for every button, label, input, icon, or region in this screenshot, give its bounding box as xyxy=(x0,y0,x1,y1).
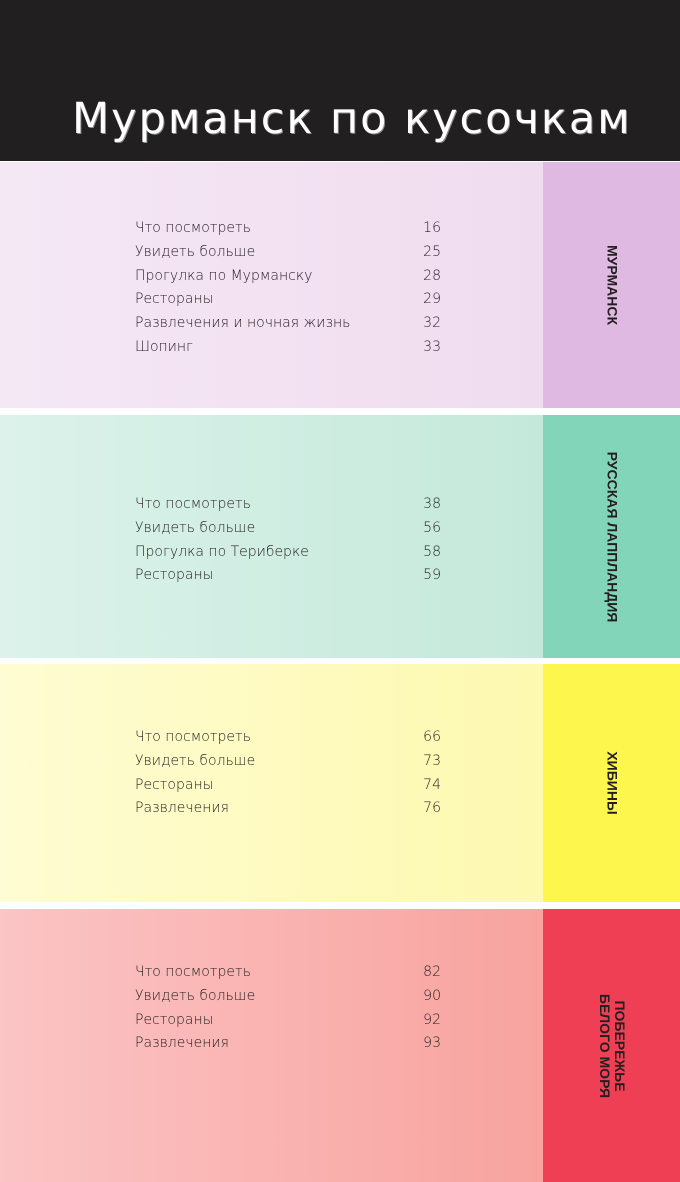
section-body xyxy=(0,415,543,658)
toc-entry[interactable] xyxy=(135,493,441,517)
toc-entry-page: 28 xyxy=(423,267,441,284)
toc-entry-label: Рестораны xyxy=(135,291,214,308)
toc-entry-label: Прогулка по Мурманску xyxy=(135,267,313,284)
toc-entry[interactable] xyxy=(135,797,441,821)
toc-entry[interactable] xyxy=(135,985,441,1009)
section-tab-label: ПОБЕРЕЖЬЕ БЕЛОГО МОРЯ xyxy=(596,993,628,1098)
toc-entry[interactable] xyxy=(135,774,441,798)
page-header xyxy=(0,0,680,161)
toc-entry[interactable] xyxy=(135,564,441,588)
section-body xyxy=(0,162,543,408)
section-tab-white-sea[interactable] xyxy=(543,909,680,1182)
toc-entry-page: 56 xyxy=(423,519,441,536)
section-body xyxy=(0,909,543,1182)
toc-entry-label: Что посмотреть xyxy=(135,729,251,745)
toc-entry-label: Развлечения и ночная жизнь xyxy=(135,315,351,332)
toc-entry-label: Рестораны xyxy=(135,567,214,584)
toc-entry-label: Что посмотреть xyxy=(135,496,251,512)
toc-entry-label: Увидеть больше xyxy=(135,752,256,769)
toc-entry-label: Прогулка по Териберке xyxy=(135,543,309,560)
toc-entry[interactable] xyxy=(135,1009,441,1033)
toc-entry[interactable] xyxy=(135,961,441,985)
section-tab-khibiny[interactable] xyxy=(543,664,680,902)
toc-entry-page: 59 xyxy=(423,567,441,584)
toc-entry[interactable] xyxy=(135,517,441,541)
section-murmansk xyxy=(0,162,680,408)
toc-list xyxy=(135,726,441,821)
section-tab-lapland[interactable] xyxy=(543,415,680,658)
toc-list xyxy=(135,493,441,588)
section-tab-label: ХИБИНЫ xyxy=(604,751,620,815)
toc-entry-page: 58 xyxy=(423,543,441,560)
section-tab-label: МУРМАНСК xyxy=(604,244,620,326)
section-tab-label: РУССКАЯ ЛАППЛАНДИЯ xyxy=(604,451,620,622)
page-title: Мурманск по кусочкам xyxy=(72,94,632,144)
toc-entry-page: 25 xyxy=(423,243,441,260)
toc-entry-page: 73 xyxy=(423,752,441,769)
section-white-sea xyxy=(0,909,680,1182)
toc-entry[interactable] xyxy=(135,217,441,241)
toc-entry-page: 93 xyxy=(423,1035,441,1052)
toc-entry-label: Что посмотреть xyxy=(135,964,251,980)
toc-entry-label: Увидеть больше xyxy=(135,243,256,260)
toc-entry-label: Увидеть больше xyxy=(135,519,256,536)
toc-entry-page: 82 xyxy=(423,964,441,980)
toc-entry-page: 76 xyxy=(423,800,441,817)
toc-entry-page: 33 xyxy=(423,338,441,355)
toc-entry-page: 66 xyxy=(423,729,441,745)
toc-entry[interactable] xyxy=(135,288,441,312)
toc-entry-page: 32 xyxy=(423,315,441,332)
section-khibiny xyxy=(0,664,680,902)
toc-entry-page: 74 xyxy=(423,776,441,793)
toc-entry-label: Развлечения xyxy=(135,1035,229,1052)
toc-entry[interactable] xyxy=(135,726,441,750)
toc-list xyxy=(135,961,441,1056)
toc-entry-page: 29 xyxy=(423,291,441,308)
toc-entry[interactable] xyxy=(135,1032,441,1056)
toc-entry-label: Увидеть больше xyxy=(135,987,256,1004)
section-tab-murmansk[interactable] xyxy=(543,162,680,408)
toc-entry-label: Шопинг xyxy=(135,338,193,355)
toc-list xyxy=(135,217,441,360)
toc-entry-label: Рестораны xyxy=(135,776,214,793)
toc-entry[interactable] xyxy=(135,312,441,336)
toc-entry-page: 38 xyxy=(423,496,441,512)
section-body xyxy=(0,664,543,902)
toc-entry-label: Что посмотреть xyxy=(135,220,251,236)
toc-entry[interactable] xyxy=(135,265,441,289)
section-lapland xyxy=(0,415,680,658)
toc-entry-page: 90 xyxy=(423,987,441,1004)
toc-entry-page: 92 xyxy=(423,1011,441,1028)
toc-entry-label: Развлечения xyxy=(135,800,229,817)
toc-entry[interactable] xyxy=(135,241,441,265)
toc-entry[interactable] xyxy=(135,750,441,774)
toc-entry[interactable] xyxy=(135,541,441,565)
toc-entry-label: Рестораны xyxy=(135,1011,214,1028)
toc-entry[interactable] xyxy=(135,336,441,360)
toc-entry-page: 16 xyxy=(423,220,441,236)
